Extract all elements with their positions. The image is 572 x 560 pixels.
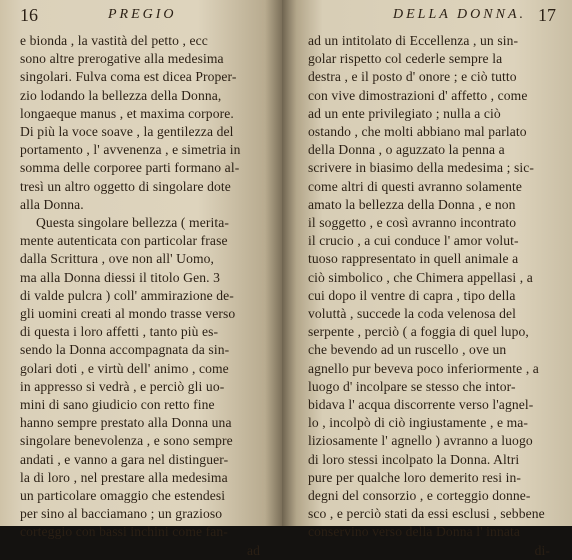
text-line: pure per qualche loro demerito resi in-: [308, 469, 522, 485]
text-line: somma delle corporee parti formano al-: [20, 160, 240, 176]
text-line: tresì un altro oggetto di singolare dote: [20, 178, 231, 194]
text-line: tuoso rappresentato in quell animale a: [308, 251, 519, 267]
text-line: in appresso si vedrà , e perciò gli uo-: [20, 378, 225, 394]
text-line: scrivere in biasimo della medesima ; sic-: [308, 160, 535, 176]
text-line: il soggetto , e così avranno incontrato: [308, 215, 517, 231]
text-line: corteggio con bassi inchini come fan-: [20, 524, 228, 540]
right-page-number: 17: [538, 5, 556, 25]
right-page-body: [308, 32, 562, 560]
left-page-body: [20, 32, 272, 560]
text-line: un particolare omaggio che estendesi: [20, 488, 226, 504]
left-page-header: [20, 4, 272, 30]
text-line: di questa i loro affetti , tanto più es-: [20, 324, 219, 340]
text-line: ostando , che molti abbiano mal parlato: [308, 124, 527, 140]
text-line: mente autenticata con particolar frase: [20, 233, 228, 249]
text-line: di-: [534, 542, 550, 558]
text-line: sco , e perciò stati da essi esclusi , sebbene: [308, 506, 545, 522]
text-line: ad un intitolato di Eccellenza , un sin-: [308, 33, 519, 48]
text-line: della Donna , o aguzzato la penna a: [308, 142, 505, 158]
text-line: golari doti , e virtù dell' animo , come: [20, 360, 229, 376]
text-line: cui dopo il ventre di capra , tipo della: [308, 287, 516, 303]
left-page-number: 16: [20, 5, 38, 25]
text-line: ad: [246, 542, 260, 558]
text-line: mini di sano giudicio con retto fine: [20, 397, 215, 413]
text-line: per sino al bacciamano ; un grazioso: [20, 506, 223, 522]
text-line: longaeque manus , et maxima corpore.: [20, 105, 234, 121]
text-line: che bevendo ad un ruscello , ove un: [308, 342, 507, 358]
text-line: agnello pur beveva poco inferiormente , a: [308, 360, 539, 376]
text-line: ad un ente privilegiato ; nulla a ciò: [308, 105, 501, 121]
text-line: golar rispetto col cederle sempre la: [308, 51, 503, 67]
text-line: ma alla Donna diessi il titolo Gen. 3: [20, 269, 221, 285]
text-line: luogo d' incolpare se stesso che intor-: [308, 378, 516, 394]
text-line: singolare benevolenza , e sono sempre: [20, 433, 233, 449]
text-line: conservino verso della Donna l' innata: [308, 524, 520, 540]
text-line: di loro stessi incolpato la Donna. Altri: [308, 451, 520, 467]
right-page: [282, 0, 572, 558]
text-line: con vive dimostrazioni d' affetto , come: [308, 87, 528, 103]
text-line: zio lodando la bellezza della Donna,: [20, 87, 222, 103]
text-line: serpente , perciò ( a foggia di quel lupo,: [308, 324, 529, 340]
left-page: [0, 0, 282, 558]
text-line: voluttà , succede la coda velenosa del: [308, 306, 516, 322]
text-line: hanno sempre prestato alla Donna una: [20, 415, 232, 431]
text-line: amato la bellezza della Donna , e non: [308, 196, 516, 212]
text-line: ciò simbolico , che Chimera appellasi , a: [308, 269, 533, 285]
right-running-head: DELLA DONNA.: [393, 7, 526, 22]
text-line: lo , incolpò di ciò ingiustamente , e ma-: [308, 415, 529, 431]
text-line: singolari. Fulva coma est dicea Proper-: [20, 69, 237, 85]
text-line: degni del consorzio , e corteggio donne-: [308, 488, 531, 504]
text-line: sono altre prerogative alla medesima: [20, 51, 224, 67]
text-line: bidava l' acqua discorrente verso l'agnel-: [308, 397, 534, 413]
left-running-head: PREGIO: [108, 7, 177, 22]
text-line: sendo la Donna accompagnata da sin-: [20, 342, 230, 358]
text-line: il crucio , a cui conduce l' amor volut-: [308, 233, 519, 249]
right-page-header: [308, 4, 562, 30]
text-line: portamento , l' avvenenza , e simetria in: [20, 142, 241, 158]
text-line: alla Donna.: [20, 196, 84, 212]
text-line: come altri di questi avranno solamente: [308, 178, 523, 194]
text-line: la di loro , nel prestare alla medesima: [20, 469, 228, 485]
text-line: andati , e vanno a gara nel distinguer-: [20, 451, 229, 467]
text-line: dalla Scrittura , ove non all' Uomo,: [20, 251, 215, 267]
text-line: e bionda , la vastità del petto , ecc: [20, 33, 208, 48]
text-line: di valde pulcra ) coll' ammirazione de-: [20, 287, 234, 303]
text-line: Di più la voce soave , la gentilezza del: [20, 124, 234, 140]
text-line: destra , e il posto d' onore ; e ciò tutto: [308, 69, 517, 85]
text-line: gli uomini creati al mondo trasse verso: [20, 306, 236, 322]
text-line: Questa singolare bellezza ( merita-: [36, 215, 229, 231]
text-line: liziosamente l' agnello ) avranno a luogo: [308, 433, 533, 449]
